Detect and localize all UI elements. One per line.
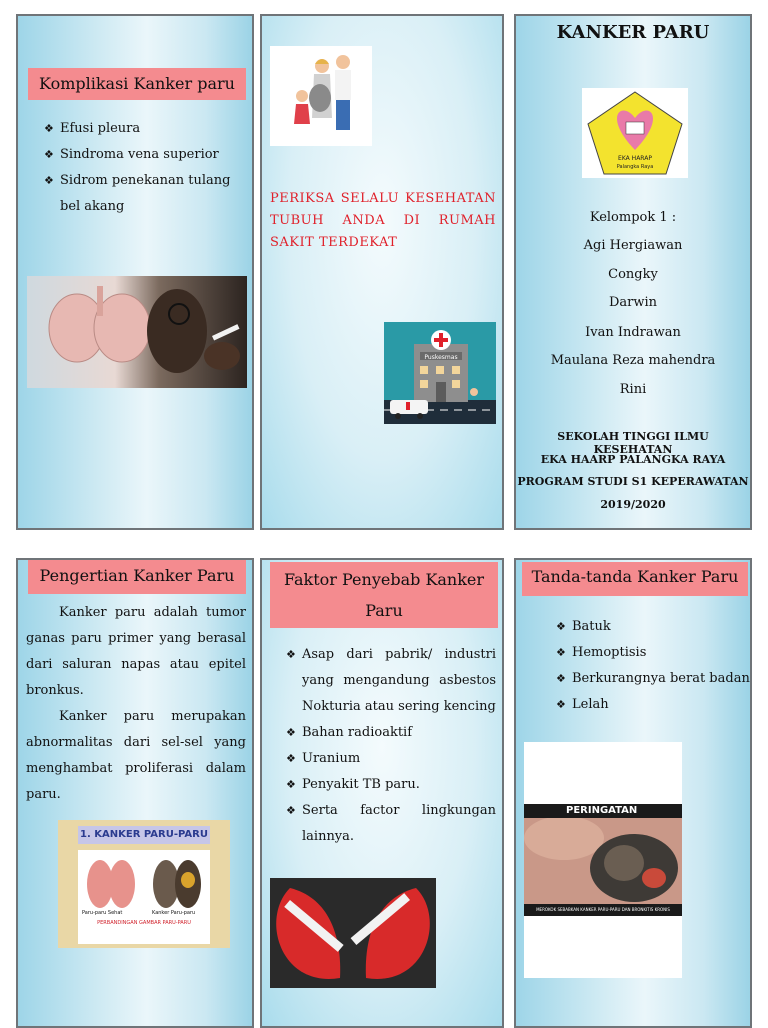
panel-title: Tanda-tanda Kanker Paru bbox=[522, 562, 748, 596]
diamond-bullet-icon: ❖ bbox=[556, 672, 566, 685]
definition-paragraph-1: Kanker paru adalah tumor ganas paru primer yang berasal dari saluran napas atau epitel bronkus. bbox=[26, 605, 246, 698]
institution-line: EKA HAARP PALANGKA RAYA bbox=[540, 453, 726, 466]
warning-label: PERINGATAN bbox=[566, 805, 638, 816]
panel-pengertian bbox=[16, 558, 254, 1028]
panel-komplikasi bbox=[16, 14, 254, 530]
list-item: ❖ Asap dari pabrik/ industri yang mengandung asbestos Nokturia atau sering kencing bbox=[286, 642, 496, 720]
list-item: ❖ Uranium bbox=[286, 746, 496, 772]
member-name: Congky bbox=[608, 267, 658, 282]
institution-line: PROGRAM STUDI S1 KEPERAWATAN bbox=[517, 475, 749, 488]
family-illustration bbox=[270, 46, 372, 146]
panel-title: Pengertian Kanker Paru bbox=[28, 560, 246, 594]
list-item: ❖ Lelah bbox=[556, 692, 752, 718]
tanda-list bbox=[556, 614, 752, 718]
lung-caption: PERBANDINGAN GAMBAR PARU-PARU bbox=[97, 920, 191, 926]
definition-paragraph-2: Kanker paru merupakan abnormalitas dari sel-sel yang menghambat proliferasi dalam paru. bbox=[26, 709, 246, 802]
warning-caption: MEROKOK SEBABKAN KANKER PARU-PARU DAN BRONKITIS KRONIS bbox=[536, 907, 670, 912]
lung-label-cancer: Kanker Paru-paru bbox=[152, 910, 196, 916]
diamond-bullet-icon: ❖ bbox=[286, 726, 296, 739]
logo-text: EKA HARAP bbox=[618, 155, 652, 162]
faktor-list bbox=[286, 642, 496, 850]
diamond-bullet-icon: ❖ bbox=[286, 752, 296, 765]
list-item: ❖ Serta factor lingkungan lainnya. bbox=[286, 798, 496, 850]
smoker-lung-photo bbox=[27, 276, 247, 388]
member-name: Rini bbox=[619, 382, 647, 397]
list-item: ❖ Sindroma vena superior bbox=[44, 142, 244, 168]
hospital-sign: Puskesmas bbox=[424, 354, 458, 361]
panel-title: Komplikasi Kanker paru bbox=[28, 68, 246, 100]
diamond-bullet-icon: ❖ bbox=[44, 148, 54, 161]
diamond-bullet-icon: ❖ bbox=[44, 174, 54, 187]
list-item: ❖ Bahan radioaktif bbox=[286, 720, 496, 746]
member-name: Ivan Indrawan bbox=[585, 325, 681, 340]
cover-title: KANKER PARU bbox=[556, 22, 710, 43]
member-name: Maulana Reza mahendra bbox=[550, 353, 716, 368]
diamond-bullet-icon: ❖ bbox=[286, 778, 296, 791]
diamond-bullet-icon: ❖ bbox=[44, 122, 54, 135]
panel-faktor bbox=[260, 558, 504, 1028]
panel-pesan bbox=[260, 14, 504, 530]
list-item: ❖ Batuk bbox=[556, 614, 752, 640]
member-name: Agi Hergiawan bbox=[583, 238, 683, 253]
institution-line: SEKOLAH TINGGI ILMU KESEHATAN bbox=[557, 430, 709, 456]
list-item: ❖ Efusi pleura bbox=[44, 116, 244, 142]
diamond-bullet-icon: ❖ bbox=[556, 698, 566, 711]
college-logo bbox=[582, 88, 688, 178]
hospital-illustration bbox=[384, 322, 496, 424]
diamond-bullet-icon: ❖ bbox=[286, 804, 296, 817]
group-label: Kelompok 1 : bbox=[589, 210, 677, 225]
diamond-bullet-icon: ❖ bbox=[556, 646, 566, 659]
panel-cover bbox=[514, 14, 752, 530]
lung-label-healthy: Paru-paru Sehat bbox=[82, 910, 123, 916]
panel-tanda bbox=[514, 558, 752, 1028]
health-message: PERIKSA SELALU KESEHATAN TUBUH ANDA DI RUMAH SAKIT TERDEKAT bbox=[270, 191, 496, 250]
diamond-bullet-icon: ❖ bbox=[556, 620, 566, 633]
member-name: Darwin bbox=[608, 295, 658, 310]
diamond-bullet-icon: ❖ bbox=[286, 648, 296, 661]
list-item: ❖ Hemoptisis bbox=[556, 640, 752, 666]
list-item: ❖ Penyakit TB paru. bbox=[286, 772, 496, 798]
komplikasi-list bbox=[44, 116, 244, 220]
institution-line: 2019/2020 bbox=[600, 498, 666, 511]
list-item: ❖ Berkurangnya berat badan bbox=[556, 666, 752, 692]
panel-title: Faktor Penyebab Kanker Paru bbox=[270, 562, 498, 628]
list-item: ❖ Sidrom penekanan tulang bel akang bbox=[44, 168, 244, 220]
svg-text:Palangka Raya: Palangka Raya bbox=[616, 164, 654, 170]
warning-image bbox=[524, 742, 682, 978]
cigarette-lungs-image bbox=[270, 878, 436, 988]
lung-banner: 1. KANKER PARU-PARU bbox=[78, 826, 210, 844]
lung-comparison-image bbox=[58, 820, 230, 948]
